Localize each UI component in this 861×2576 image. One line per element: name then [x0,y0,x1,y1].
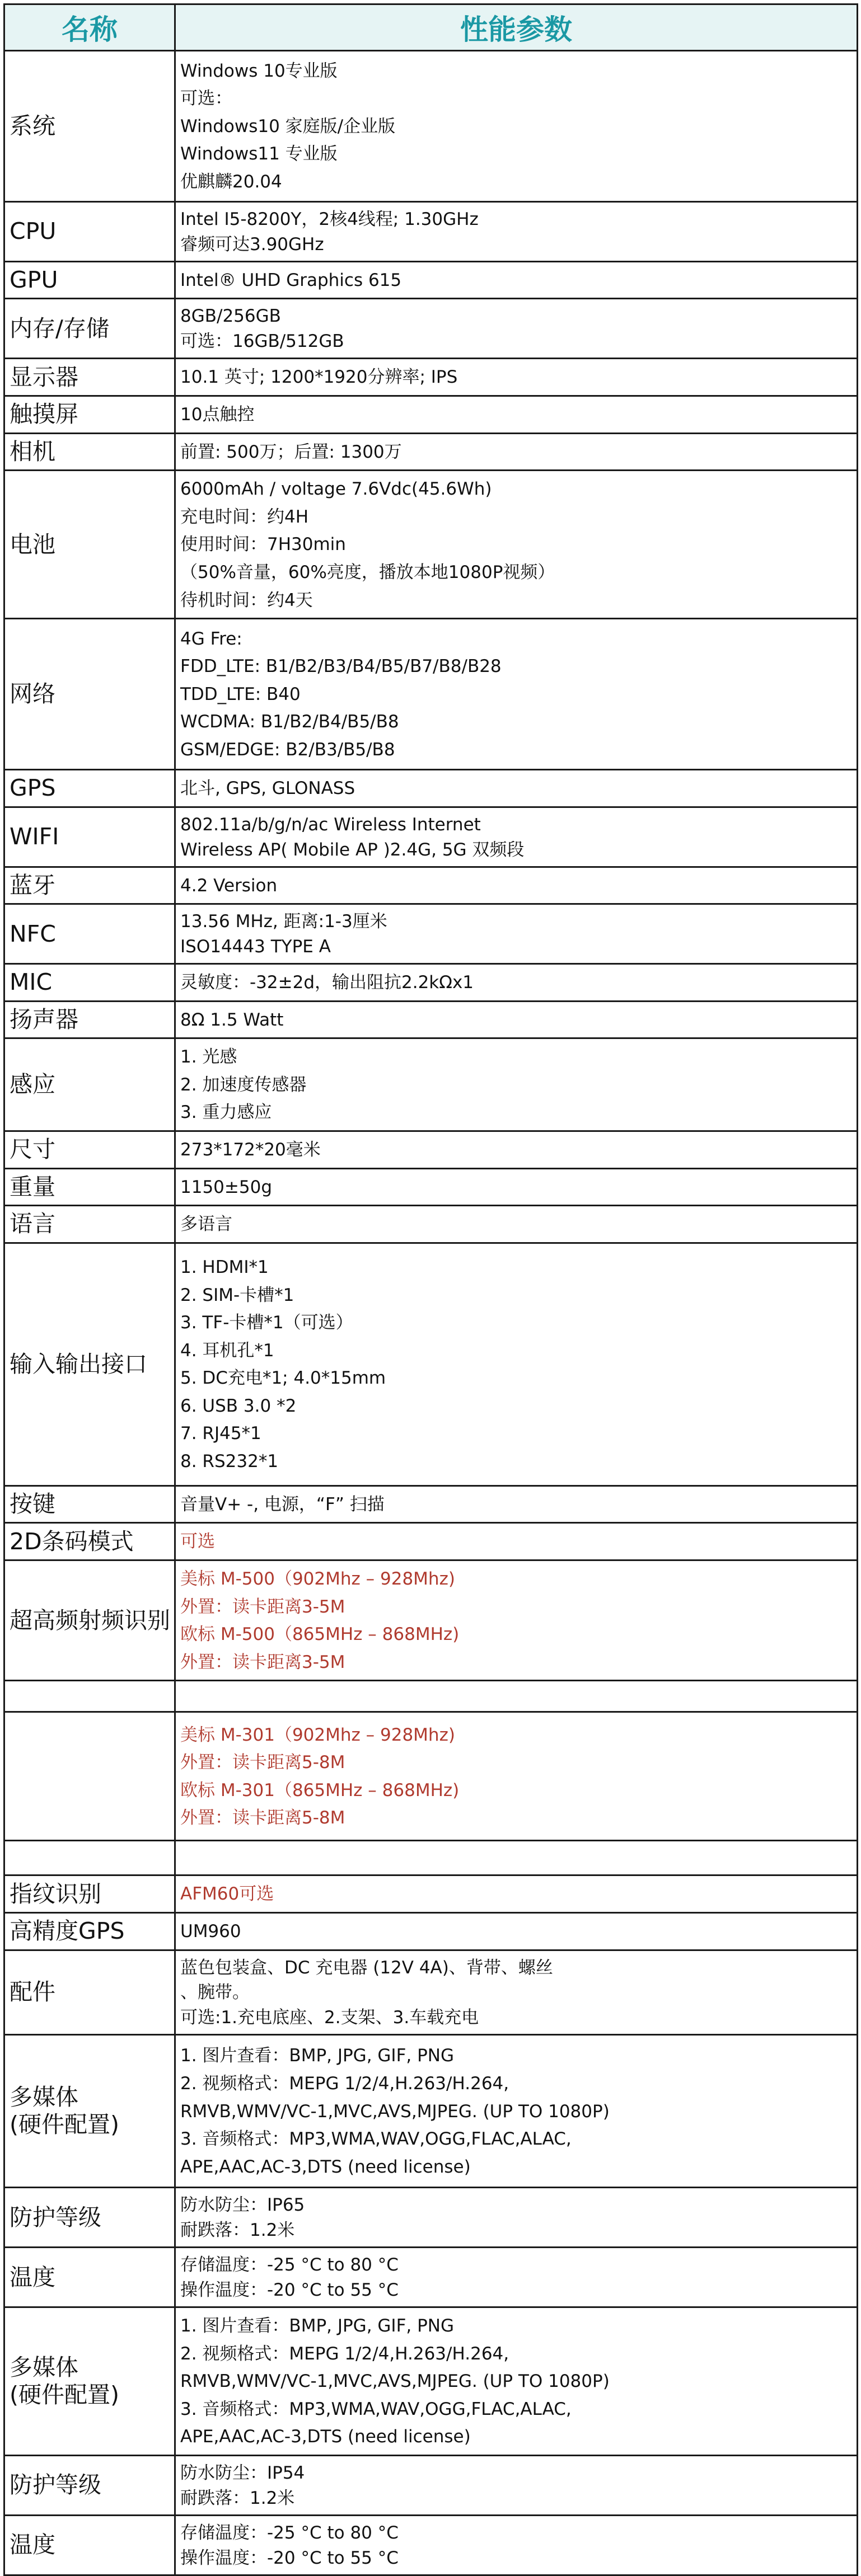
spec-value-line: 存储温度：-25 °C to 80 °C [180,2522,399,2543]
spec-value-line: 6000mAh / voltage 7.6Vdc(45.6Wh) [180,479,492,500]
spec-name-text: 按键 [10,1490,55,1517]
spec-name [4,1875,175,1913]
spec-value-line: 存储温度：-25 °C to 80 °C [180,2255,399,2276]
spec-value-line: 13.56 MHz, 距离:1-3厘米 [180,911,387,932]
spec-name [4,1950,175,2035]
spec-value-line: GSM/EDGE: B2/B3/B5/B8 [180,739,395,760]
spec-name-text: 语言 [10,1210,55,1238]
spec-name [4,2035,175,2188]
spec-row [4,1523,858,1560]
spec-value-line: AFM60可选 [180,1884,274,1905]
spec-value [175,1681,858,1712]
spec-value-line: 1150±50g [180,1177,272,1197]
spec-row [4,770,858,807]
spec-name [4,867,175,904]
spec-name-text: 内存/存储 [10,314,109,342]
spec-value [175,471,858,619]
spec-value [175,202,858,262]
spec-value-line: Windows11 专业版 [180,144,338,164]
spec-name [4,1131,175,1169]
spec-value [175,1875,858,1913]
spec-name [4,1038,175,1131]
spec-value [175,1912,858,1950]
spec-value-line: 音量V+ -, 电源，“F” 扫描 [180,1494,385,1515]
spec-value-line: 1. 图片查看：BMP, JPG, GIF, PNG [180,2046,455,2066]
spec-name-text: 配件 [10,1978,55,2006]
spec-name-text: GPU [10,266,58,294]
spec-name [4,807,175,867]
spec-row [4,2515,858,2575]
spec-row [4,1131,858,1169]
spec-table [3,3,858,2576]
spec-value-line: 1. 图片查看：BMP, JPG, GIF, PNG [180,2316,455,2337]
spec-row [4,1712,858,1841]
spec-name [4,2188,175,2248]
spec-name [4,1486,175,1523]
spec-name-text: 相机 [10,438,55,465]
spec-value-line: APE,AAC,AC-3,DTS (need license) [180,2156,471,2177]
spec-value-line: 可选:1.充电底座、2.支架、3.车载充电 [180,2008,479,2028]
spec-value-line: Intel® UHD Graphics 615 [180,270,402,290]
spec-value-line: 10.1 英寸; 1200*1920分辨率; IPS [180,367,458,388]
spec-value-line: 2. 视频格式：MEPG 1/2/4,H.263/H.264, [180,2343,509,2364]
spec-row [4,471,858,619]
spec-name [4,261,175,299]
spec-value-line: 4G Fre: [180,628,242,649]
spec-name-text: 感应 [10,1071,55,1098]
spec-value-line: 灵敏度：-32±2d，输出阻抗2.2kΩx1 [180,972,474,993]
spec-value-line: 1. HDMI*1 [180,1257,269,1277]
spec-name-text: MIC [10,969,53,996]
spec-row [4,904,858,964]
spec-name [4,1560,175,1680]
spec-value-line: 2. 加速度传感器 [180,1074,307,1095]
spec-value-line: 多语言 [180,1214,232,1235]
spec-name [4,299,175,359]
spec-value [175,904,858,964]
spec-value-line: 7. RJ45*1 [180,1423,261,1444]
spec-value-line: 802.11a/b/g/n/ac Wireless Internet [180,814,481,835]
spec-row [4,1206,858,1243]
spec-value-line: 3. 音频格式：MP3,WMA,WAV,OGG,FLAC,ALAC, [180,2399,572,2419]
spec-row [4,964,858,1002]
spec-value [175,1206,858,1243]
spec-value [175,2248,858,2307]
spec-name [4,964,175,1002]
spec-value-line: ISO14443 TYPE A [180,937,331,957]
spec-name-text: 重量 [10,1173,55,1200]
spec-value-line: 外置：读卡距离5-8M [180,1752,345,1773]
spec-name-text: 防护等级 [10,2203,101,2231]
spec-value-line: 2. SIM-卡槽*1 [180,1285,294,1305]
spec-row [4,1486,858,1523]
spec-value-line: 美标 M-500（902Mhz – 928Mhz) [180,1568,455,1589]
spec-value-line: 前置: 500万；后置: 1300万 [180,441,402,462]
spec-value-line: RMVB,WMV/VC-1,MVC,AVS,MJPEG. (UP TO 1080P) [180,2101,610,2122]
spec-row [4,1243,858,1486]
header-row [4,4,858,51]
spec-value [175,867,858,904]
spec-value-line: 防水防尘：IP54 [180,2463,305,2484]
spec-value [175,1486,858,1523]
spec-name-text: 2D条码模式 [10,1527,134,1555]
spec-value [175,299,858,359]
spec-name [4,1523,175,1560]
spec-value [175,433,858,471]
spec-value-line: 3. 重力感应 [180,1102,272,1123]
spec-value-line: 10点触控 [180,404,255,425]
spec-name-text: 指纹识别 [10,1880,101,1907]
spec-value [175,1712,858,1841]
spec-row [4,433,858,471]
spec-value-line: 可选 [180,1531,215,1552]
spec-value-line: 睿频可达3.90GHz [180,234,324,255]
spec-name-text: 温度 [10,2263,55,2291]
spec-value [175,1038,858,1131]
spec-value-line: 充电时间：约4H [180,506,309,527]
spec-row [4,1912,858,1950]
spec-row [4,2248,858,2307]
spec-value-line: 1. 光感 [180,1047,237,1068]
spec-value-line: 外置：读卡距离5-8M [180,1808,345,1828]
spec-name [4,2307,175,2456]
spec-body [4,51,858,2575]
spec-value-line: 耐跌落：1.2米 [180,2488,295,2509]
spec-value-line: 外置：读卡距离3-5M [180,1652,345,1672]
spec-name [4,2248,175,2307]
spec-value [175,807,858,867]
spec-row [4,1681,858,1712]
spec-value [175,1523,858,1560]
spec-name [4,770,175,807]
spec-value-line: 273*172*20毫米 [180,1140,321,1160]
spec-value [175,1560,858,1680]
spec-name-text: 高精度GPS [10,1917,125,1945]
spec-name [4,1206,175,1243]
spec-name [4,1001,175,1038]
spec-value-line: 3. TF-卡槽*1（可选） [180,1313,353,1333]
spec-value-line: 蓝色包装盒、DC 充电器 (12V 4A)、背带、螺丝 [180,1957,553,1978]
spec-name-text: 防护等级 [10,2471,101,2499]
spec-value [175,261,858,299]
spec-value-line: （50%音量，60%亮度，播放本地1080P视频） [180,562,555,582]
spec-row [4,359,858,396]
spec-value [175,1243,858,1486]
spec-name-text: 扬声器 [10,1005,78,1033]
spec-row [4,1168,858,1206]
spec-name-text: 多媒体 [10,2353,78,2381]
spec-name [4,904,175,964]
spec-value-line: UM960 [180,1921,241,1942]
spec-name-text: WIFI [10,823,59,850]
spec-value-line: 8GB/256GB [180,306,281,327]
spec-value [175,51,858,202]
spec-value [175,770,858,807]
spec-value [175,2188,858,2248]
spec-value-line: TDD_LTE: B40 [180,684,301,704]
spec-value [175,2456,858,2516]
spec-value-line: 、腕带。 [180,1982,250,2003]
spec-name-text: CPU [10,218,57,245]
spec-value-line: Windows10 家庭版/企业版 [180,116,396,137]
spec-name-text: (硬件配置) [10,2381,119,2409]
spec-row [4,202,858,262]
spec-name-text: NFC [10,920,56,947]
spec-value-line: Intel I5-8200Y，2核4线程; 1.30GHz [180,209,479,229]
spec-row [4,2456,858,2516]
spec-value [175,2035,858,2188]
spec-name-text: 网络 [10,680,55,707]
spec-name [4,433,175,471]
spec-name-text: 尺寸 [10,1136,55,1163]
spec-value-line: 操作温度：-20 °C to 55 °C [180,2280,399,2301]
spec-value-line: 耐跌落：1.2米 [180,2220,295,2241]
spec-value-line: 美标 M-301（902Mhz – 928Mhz) [180,1724,455,1745]
spec-value-line: 5. DC充电*1; 4.0*15mm [180,1368,386,1389]
spec-row [4,2035,858,2188]
spec-value-line: 可选： [180,88,232,109]
spec-value-line: 欧标 M-500（865MHz – 868MHz) [180,1624,460,1645]
header-params: 性能参数 [175,4,858,51]
spec-row [4,1038,858,1131]
spec-name-text: 温度 [10,2531,55,2559]
spec-value [175,1001,858,1038]
spec-row [4,261,858,299]
spec-name [4,2456,175,2516]
spec-name [4,1168,175,1206]
spec-name [4,619,175,770]
spec-value-line: 待机时间：约4天 [180,590,313,610]
spec-name [4,471,175,619]
spec-name-text: 超高频射频识别 [10,1606,170,1634]
spec-name [4,359,175,396]
spec-value-line: 8Ω 1.5 Watt [180,1009,284,1030]
spec-value-line: 优麒麟20.04 [180,171,282,192]
spec-row [4,619,858,770]
spec-row [4,1875,858,1913]
spec-name-text: 触摸屏 [10,401,78,428]
spec-value-line: APE,AAC,AC-3,DTS (need license) [180,2427,471,2447]
spec-value-line: 2. 视频格式：MEPG 1/2/4,H.263/H.264, [180,2073,509,2094]
spec-value [175,1950,858,2035]
spec-value [175,359,858,396]
spec-value [175,2515,858,2575]
spec-row [4,2307,858,2456]
spec-value-line: 8. RS232*1 [180,1451,279,1472]
spec-name-text: 电池 [10,530,55,558]
spec-row [4,1001,858,1038]
spec-value-line: WCDMA: B1/B2/B4/B5/B8 [180,712,399,732]
spec-row [4,2188,858,2248]
spec-name [4,1712,175,1841]
spec-value-line: RMVB,WMV/VC-1,MVC,AVS,MJPEG. (UP TO 1080P) [180,2371,610,2392]
spec-name-text: (硬件配置) [10,2111,119,2138]
spec-name-text: 蓝牙 [10,871,55,899]
spec-row [4,299,858,359]
spec-value [175,1841,858,1875]
spec-name [4,1243,175,1486]
spec-name [4,1841,175,1875]
spec-name [4,51,175,202]
spec-value-line: 4.2 Version [180,875,278,896]
spec-row [4,1841,858,1875]
spec-row [4,867,858,904]
spec-value [175,1131,858,1169]
spec-name-text: 显示器 [10,363,78,391]
spec-value-line: FDD_LTE: B1/B2/B3/B4/B5/B7/B8/B28 [180,656,502,677]
spec-name-text: 系统 [10,112,55,139]
spec-name [4,396,175,433]
spec-value [175,396,858,433]
spec-row [4,1560,858,1680]
spec-value-line: Windows 10专业版 [180,60,338,81]
spec-value [175,1168,858,1206]
spec-name-text: 多媒体 [10,2084,78,2111]
spec-name [4,1912,175,1950]
spec-value [175,2307,858,2456]
spec-value [175,619,858,770]
spec-row [4,396,858,433]
spec-value-line: 外置：读卡距离3-5M [180,1596,345,1617]
spec-value-line: 4. 耳机孔*1 [180,1340,274,1361]
header-name: 名称 [4,4,175,51]
spec-value-line: 可选：16GB/512GB [180,331,344,352]
spec-value-line: 操作温度：-20 °C to 55 °C [180,2547,399,2568]
spec-value-line: 北斗, GPS, GLONASS [180,778,355,799]
spec-name-text: 输入输出接口 [10,1350,147,1378]
spec-value-line: 3. 音频格式：MP3,WMA,WAV,OGG,FLAC,ALAC, [180,2129,572,2150]
spec-value-line: 6. USB 3.0 *2 [180,1395,297,1416]
spec-value [175,964,858,1002]
spec-name [4,202,175,262]
spec-row [4,51,858,202]
spec-value-line: Wireless AP( Mobile AP )2.4G, 5G 双频段 [180,839,525,860]
spec-name [4,2515,175,2575]
spec-value-line: 使用时间：7H30min [180,534,346,555]
spec-name [4,1681,175,1712]
spec-value-line: 欧标 M-301（865MHz – 868MHz) [180,1780,460,1801]
spec-row [4,1950,858,2035]
spec-value-line: 防水防尘：IP65 [180,2195,305,2216]
spec-name-text: GPS [10,774,56,802]
spec-row [4,807,858,867]
